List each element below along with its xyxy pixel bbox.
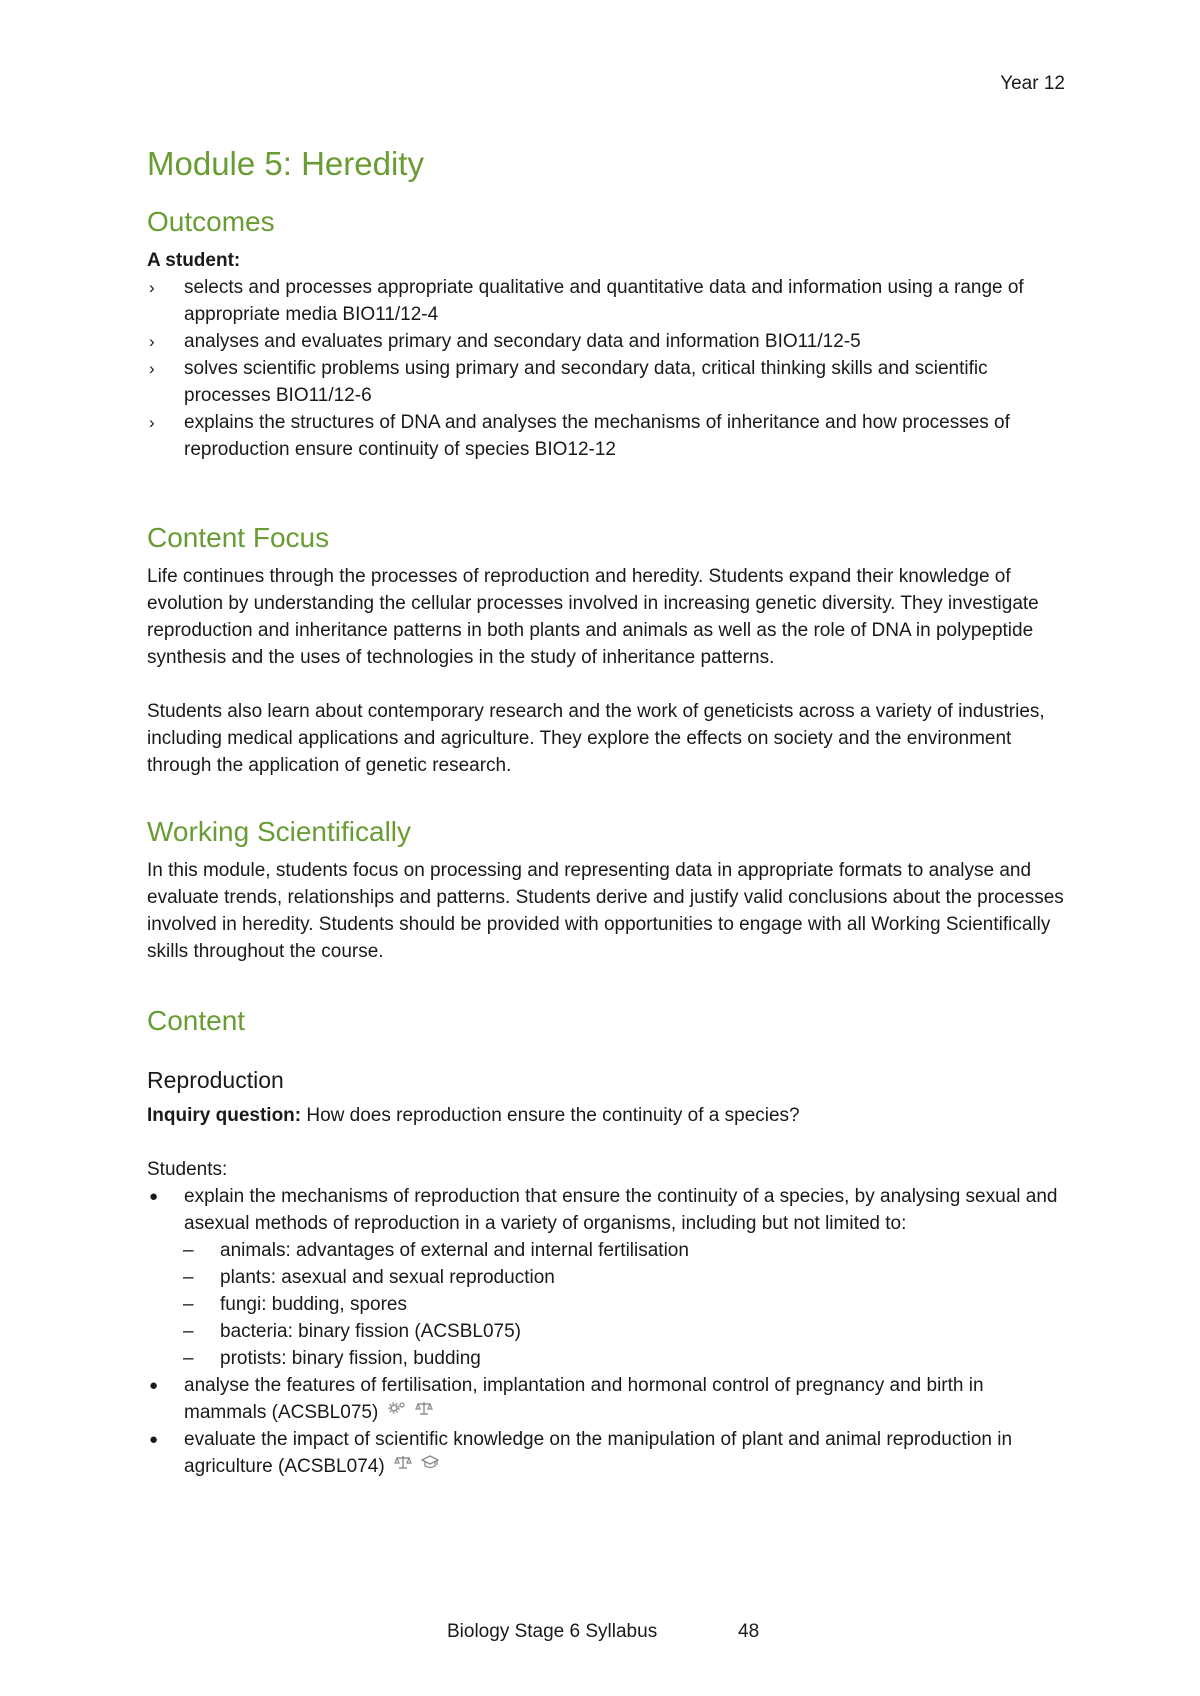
sub-list-item: – animals: advantages of external and internal fertilisation (183, 1237, 1065, 1264)
list-item: ● evaluate the impact of scientific knowledge on the manipulation of plant and animal reproduction in agriculture (ACSBL074) (147, 1426, 1065, 1480)
bullet-icon: ● (149, 1377, 159, 1394)
outcomes-section (147, 205, 1065, 463)
cog-icon (388, 1400, 406, 1416)
outcomes-list (147, 274, 1065, 463)
sub-list-item: – plants: asexual and sexual reproduction (183, 1264, 1065, 1291)
dash-icon: – (183, 1267, 194, 1288)
chevron-right-icon: › (149, 332, 155, 351)
sub-list-item: – protists: binary fission, budding (183, 1345, 1065, 1372)
content-focus-section (147, 521, 1065, 779)
sub-list-item: – fungi: budding, spores (183, 1291, 1065, 1318)
inquiry-question (147, 1102, 1065, 1129)
content-focus-heading: Content Focus (147, 522, 330, 553)
list-item: › analyses and evaluates primary and secondary data and information BIO11/12-5 (147, 328, 1065, 355)
bullet-icon: ● (149, 1431, 159, 1448)
list-item: ● explain the mechanisms of reproduction that ensure the continuity of a species, by analysing sexual and asexual methods of reproduction in a variety of organisms, including but not limited to: – animals: advantages of external and internal fertilisation – plants: asexual and sexual reproduction – fungi: budding, spores – bacteria: binary fission (ACSBL075) – protists: binary fission, budding (147, 1183, 1065, 1372)
year-label: Year 12 (1000, 73, 1065, 94)
content-focus-paragraph-1: Life continues through the processes of reproduction and heredity. Students expand their knowledge of evolution by understanding the cellular processes involved in increasing genetic diversity. They investigate reproduction and inheritance patterns in both plants and animals as well as the role of DNA in polypeptide synthesis and the uses of technologies in the study of inheritance patterns. (147, 566, 1039, 668)
list-item: › selects and processes appropriate qualitative and quantitative data and information using a range of appropriate media BIO11/12-4 (147, 274, 1065, 328)
working-scientifically-paragraph: In this module, students focus on processing and representing data in appropriate formats to analyse and evaluate trends, relationships and patterns. Students derive and justify valid conclusions about the processes involved in heredity. Students should be provided with opportunities to engage with all Working Scientifically skills throughout the course. (147, 860, 1064, 962)
page-number: 48 (738, 1621, 760, 1642)
working-scientifically-section (147, 815, 1065, 965)
outcomes-intro: A student: (147, 250, 241, 271)
content-focus-paragraph-2: Students also learn about contemporary research and the work of geneticists across a variety of industries, including medical applications and agriculture. They explore the effects on society and the environment through the application of genetic research. (147, 701, 1045, 776)
working-scientifically-heading: Working Scientifically (147, 816, 412, 847)
scales-icon (415, 1400, 433, 1416)
inquiry-text: How does reproduction ensure the continuity of a species? (301, 1105, 800, 1126)
sub-list-item: – bacteria: binary fission (ACSBL075) (183, 1318, 1065, 1345)
module-title: Module 5: Heredity (147, 145, 424, 182)
chevron-right-icon: › (149, 359, 155, 378)
dash-icon: – (183, 1294, 194, 1315)
bullet-icon: ● (149, 1188, 159, 1205)
scales-icon (394, 1454, 412, 1470)
inquiry-label: Inquiry question: (147, 1105, 302, 1126)
dash-icon: – (183, 1321, 194, 1342)
footer-title: Biology Stage 6 Syllabus (447, 1621, 658, 1642)
outcomes-heading: Outcomes (147, 206, 275, 237)
chevron-right-icon: › (149, 413, 155, 432)
content-list (147, 1183, 1065, 1480)
sub-list (183, 1237, 1065, 1372)
content-section (147, 1004, 1065, 1480)
graduation-cap-icon (421, 1454, 439, 1470)
list-item: ● analyse the features of fertilisation, implantation and hormonal control of pregnancy and birth in mammals (ACSBL075) (147, 1372, 1065, 1426)
chevron-right-icon: › (149, 278, 155, 297)
dash-icon: – (183, 1240, 194, 1261)
list-item: › explains the structures of DNA and analyses the mechanisms of inheritance and how processes of reproduction ensure continuity of species BIO12-12 (147, 409, 1065, 463)
content-heading: Content (147, 1005, 246, 1036)
list-item: › solves scientific problems using primary and secondary data, critical thinking skills and scientific processes BIO11/12-6 (147, 355, 1065, 409)
reproduction-subheading: Reproduction (147, 1067, 284, 1093)
dash-icon: – (183, 1348, 194, 1369)
students-label: Students: (147, 1159, 228, 1180)
